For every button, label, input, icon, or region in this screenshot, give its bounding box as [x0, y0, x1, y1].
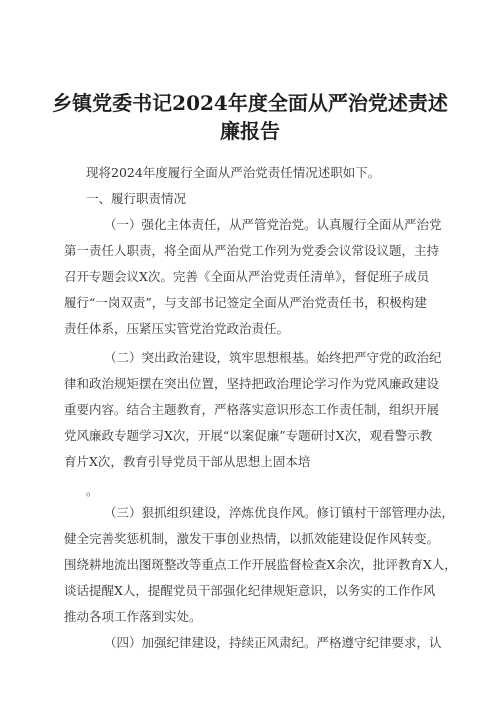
paragraph-line: 重要内容。结合主题教育，严格落实意识形态工作责任制，组织开展 [64, 402, 440, 417]
paragraph-intro: 现将2024年度履行全面从严治党责任情况述职如下。 [86, 165, 381, 180]
paragraph-line: （一）强化主体责任，从严管党治党。认真履行全面从严治党 [104, 217, 442, 232]
paragraph-line: 围绕耕地流出图斑整改等重点工作开展监督检查X余次，批评教育X人， [64, 557, 457, 572]
document-title-line-2: 廉报告 [220, 119, 280, 143]
paragraph-line: 育片X次，教育引导党员干部从思想上固本培 [64, 454, 311, 469]
paragraph-line: 履行“一岗双责”，与支部书记签定全面从严治党责任书，积极构建 [64, 295, 427, 310]
section-heading-1: 一、履行职责情况 [86, 191, 187, 206]
paragraph-line: 第一责任人职责，将全面从严治党工作列为党委会议常设议题，主持 [64, 243, 440, 258]
paragraph-line: 谈话提醒X人，提醒党员干部强化纪律规矩意识，以务实的工作作风 [64, 583, 436, 598]
paragraph-line: （三）狠抓组织建设，淬炼优良作风。修订镇村干部管理办法， [104, 505, 455, 520]
paragraph-line: （二）突出政治建设，筑牢思想根基。始终把严守党的政治纪 [104, 350, 442, 365]
document-body [64, 160, 457, 700]
paragraph-line: 健全完善奖惩机制，激发干事创业热情，以抓效能建设促作风转变。 [64, 531, 440, 546]
paragraph-line: 责任体系，压紧压实管党治党政治责任。 [64, 321, 290, 336]
paragraph-line: （四）加强纪律建设，持续正风肃纪。严格遵守纪律要求，认 [104, 635, 442, 650]
paragraph-line: 党风廉政专题学习X次，开展“以案促廉”专题研讨X次，观看警示教 [64, 428, 433, 443]
paragraph-line: 律和政治规矩摆在突出位置，坚持把政治理论学习作为党风廉政建设 [64, 376, 440, 391]
paragraph-line: 。 [86, 483, 99, 498]
paragraph-line: 召开专题会议X次。完善《全面从严治党责任清单》，督促班子成员 [64, 269, 430, 284]
paragraph-line: 推动各项工作落到实处。 [64, 609, 202, 624]
document-title-line-1: 乡镇党委书记2024年度全面从严治党述责述 [52, 91, 448, 115]
